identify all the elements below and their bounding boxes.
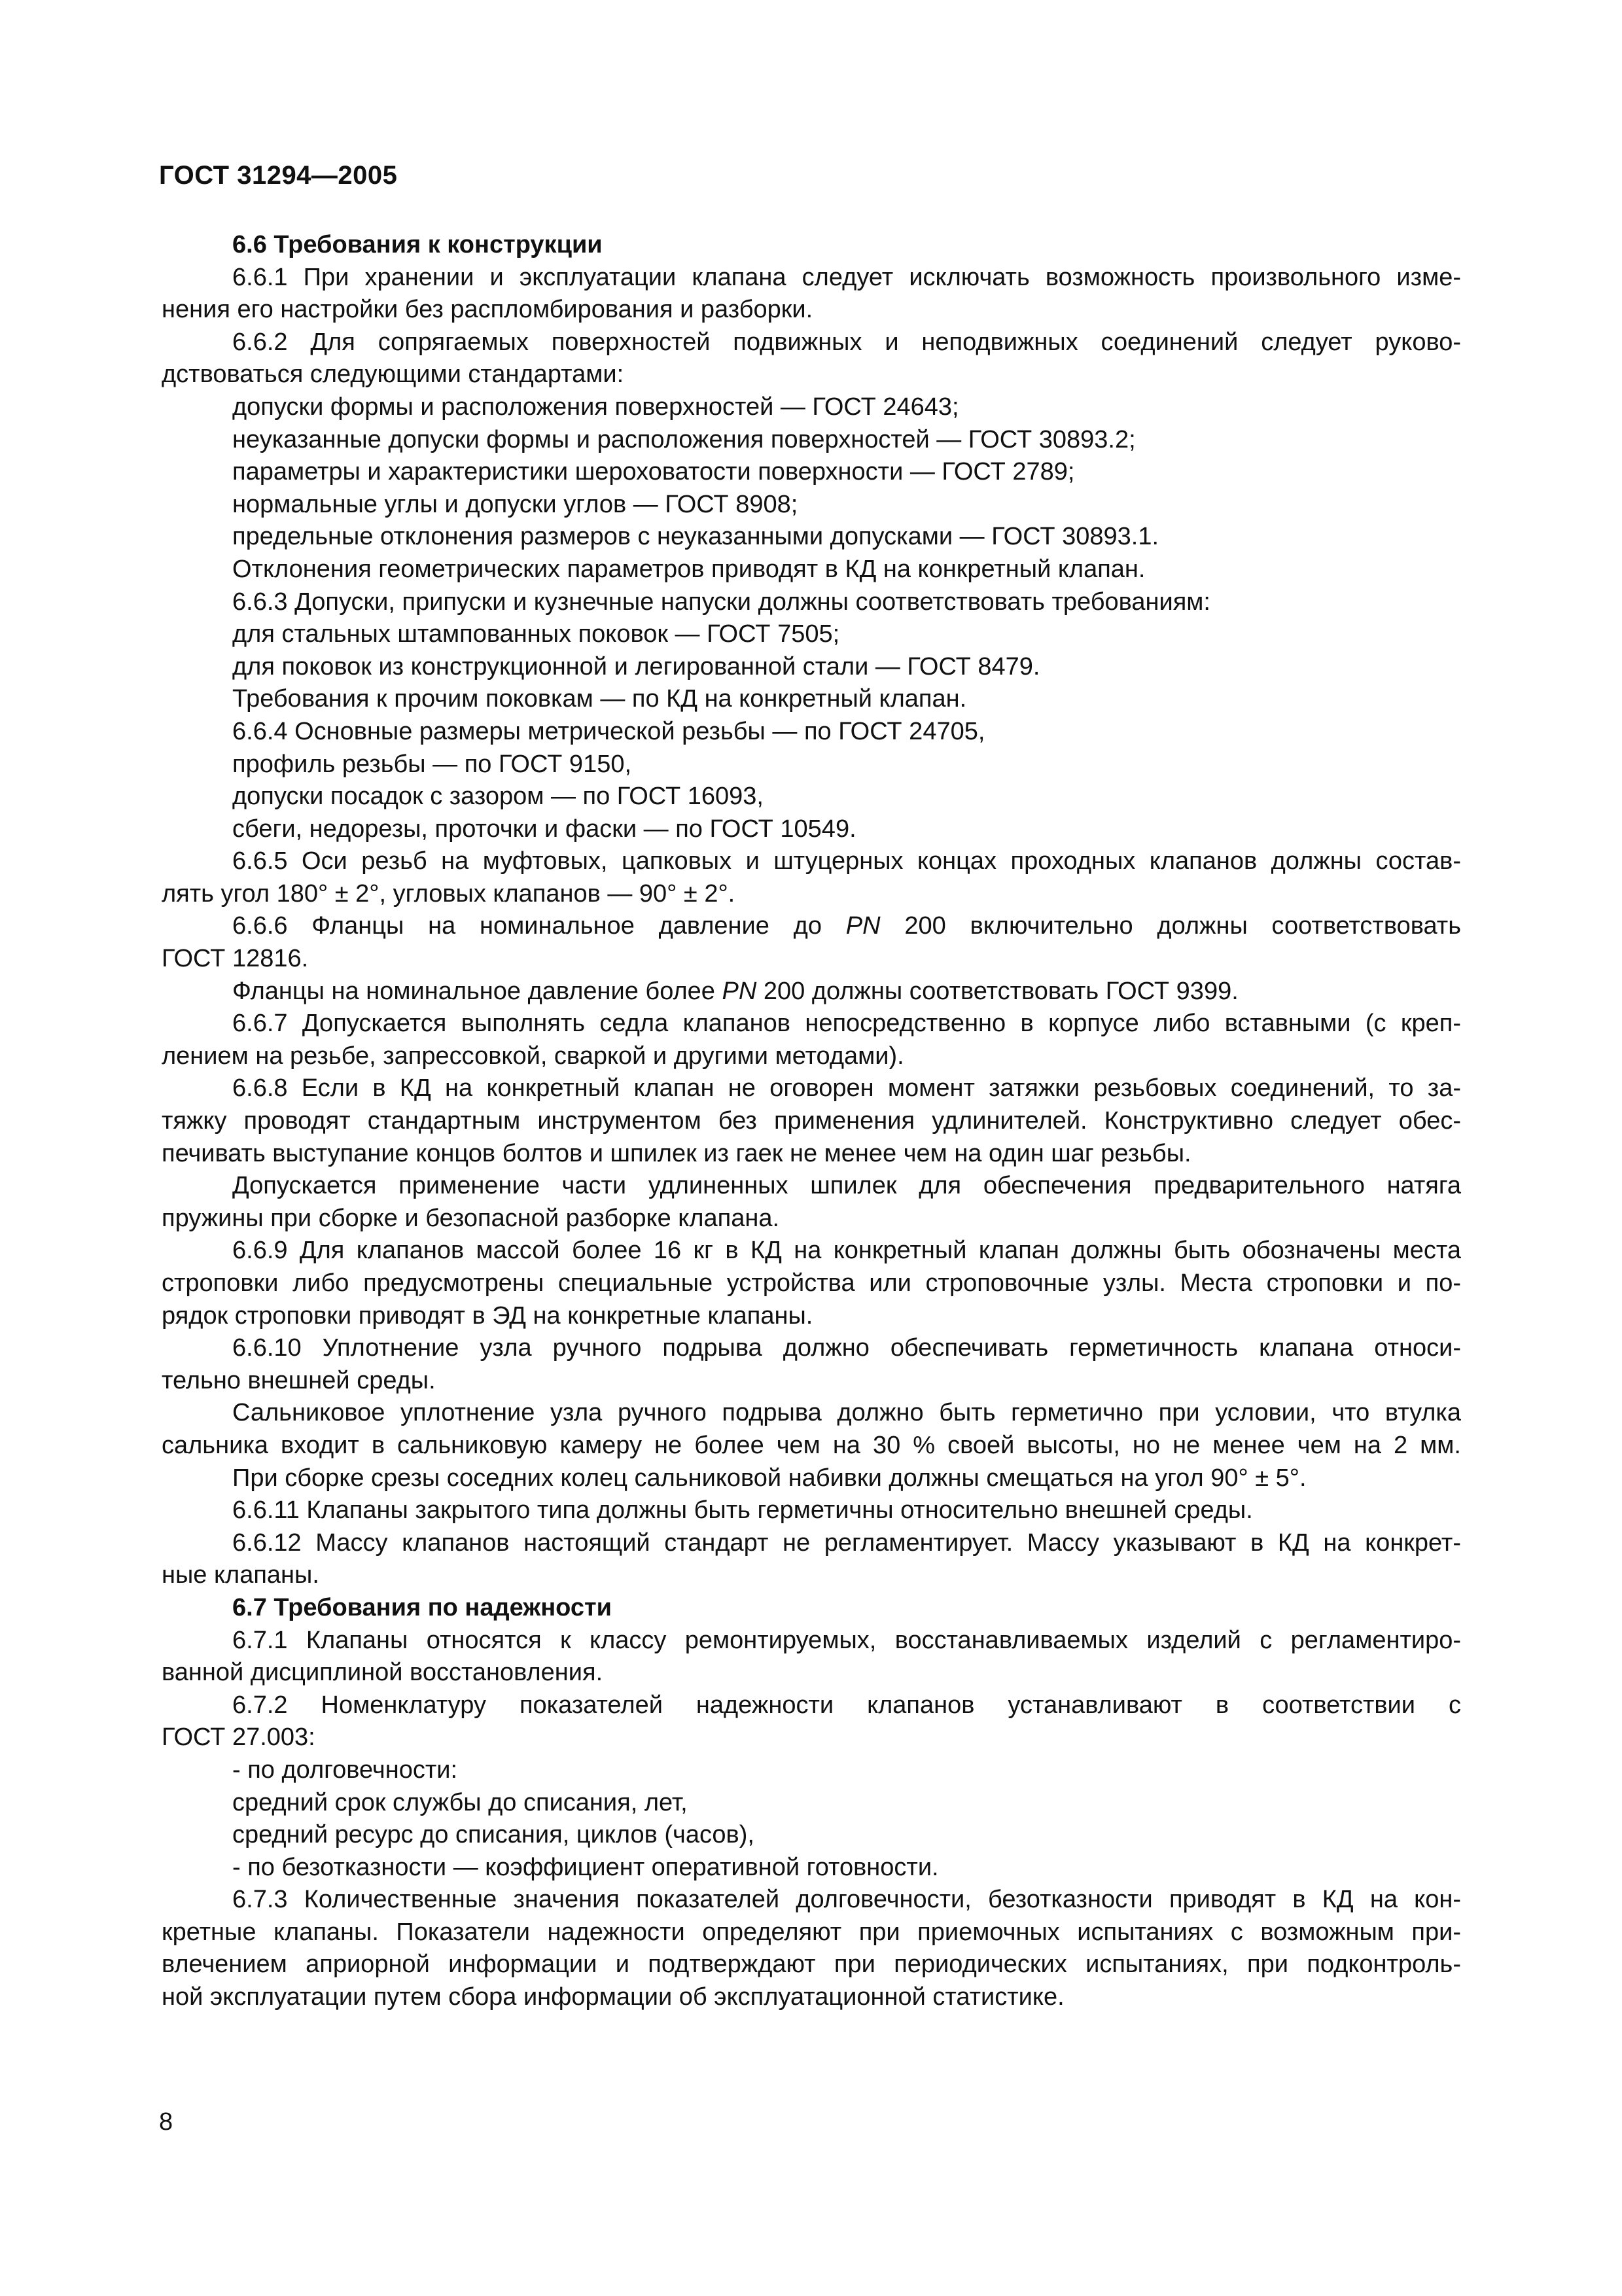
text-line: 6.6.3 Допуски, припуски и кузнечные напуски должны соответствовать требованиям: bbox=[232, 588, 1210, 616]
text-line: При сборке срезы соседних колец сальниковой набивки должны смещаться на угол 90° ± 5°. bbox=[232, 1464, 1307, 1492]
text-line: кретные клапаны. Показатели надежности определяют при приемочных испытаниях с возможным при- bbox=[162, 1918, 1461, 1946]
text-line: 6.6.7 Допускается выполнять седла клапанов непосредственно в корпусе либо вставными (с креп- bbox=[232, 1010, 1461, 1038]
text-line: 6.6.11 Клапаны закрытого типа должны быть герметичны относительно внешней среды. bbox=[232, 1496, 1253, 1525]
text-line: Требования к прочим поковкам — по КД на конкретный клапан. bbox=[232, 685, 967, 713]
text-line: допуски формы и расположения поверхностей — ГОСТ 24643; bbox=[232, 393, 959, 421]
text-line: 6.6.9 Для клапанов массой более 16 кг в КД на конкретный клапан должны быть обозначены места bbox=[232, 1237, 1461, 1265]
text-line: 6.6.5 Оси резьб на муфтовых, цапковых и штуцерных концах проходных клапанов должны состав- bbox=[232, 847, 1461, 875]
document-header: ГОСТ 31294—2005 bbox=[159, 161, 398, 190]
text-line: ванной дисциплиной восстановления. bbox=[162, 1659, 603, 1687]
text-line: нения его настройки без распломбирования и разборки. bbox=[162, 296, 813, 324]
italic-term: PN bbox=[722, 977, 757, 1005]
document-body bbox=[162, 229, 1461, 2014]
text-line: сбеги, недорезы, проточки и фаски — по ГОСТ 10549. bbox=[232, 815, 856, 843]
section-heading: 6.6 Требования к конструкции bbox=[232, 231, 603, 258]
text-segment: 200 включительно должны соответствовать bbox=[880, 912, 1461, 940]
text-line: нормальные углы и допуски углов — ГОСТ 8908; bbox=[232, 490, 798, 518]
text-line: Отклонения геометрических параметров приводят в КД на конкретный клапан. bbox=[232, 555, 1146, 583]
text-line: ной эксплуатации путем сбора информации об эксплуатационной статистике. bbox=[162, 1983, 1065, 2011]
text-line: дствоваться следующими стандартами: bbox=[162, 361, 624, 389]
text-line: параметры и характеристики шероховатости поверхности — ГОСТ 2789; bbox=[232, 458, 1075, 486]
text-line: 6.7.1 Клапаны относятся к классу ремонтируемых, восстанавливаемых изделий с регламентиро- bbox=[232, 1626, 1461, 1654]
text-line: профиль резьбы — по ГОСТ 9150, bbox=[232, 750, 632, 778]
text-line: предельные отклонения размеров с неуказанными допусками — ГОСТ 30893.1. bbox=[232, 523, 1159, 551]
text-line: тяжку проводят стандартным инструментом без применения удлинителей. Конструктивно следует обес- bbox=[162, 1107, 1461, 1135]
page-number: 8 bbox=[159, 2108, 173, 2136]
text-line: сальника входит в сальниковую камеру не более чем на 30 % своей высоты, но не менее чем на 2 мм. bbox=[162, 1431, 1461, 1459]
text-line: тельно внешней среды. bbox=[162, 1366, 436, 1394]
text-line: неуказанные допуски формы и расположения поверхностей — ГОСТ 30893.2; bbox=[232, 425, 1136, 453]
text-line: Сальниковое уплотнение узла ручного подрыва должно быть герметично при условии, что втулка bbox=[232, 1399, 1461, 1427]
text-line: ные клапаны. bbox=[162, 1561, 319, 1589]
text-line: 6.6.8 Если в КД на конкретный клапан не оговорен момент затяжки резьбовых соединений, то за- bbox=[232, 1074, 1461, 1103]
text-line: - по долговечности: bbox=[232, 1756, 458, 1784]
text-line: строповки либо предусмотрены специальные устройства или строповочные узлы. Места строповки и по- bbox=[162, 1269, 1461, 1297]
text-line: 6.6.4 Основные размеры метрической резьбы — по ГОСТ 24705, bbox=[232, 717, 985, 745]
text-line: 6.7.3 Количественные значения показателей долговечности, безотказности приводят в КД на кон- bbox=[232, 1886, 1461, 1914]
text-line: 6.7.2 Номенклатуру показателей надежности клапанов устанавливают в соответствии с bbox=[232, 1691, 1461, 1719]
section-heading: 6.7 Требования по надежности bbox=[232, 1593, 612, 1621]
text-line: средний ресурс до списания, циклов (часов), bbox=[232, 1821, 754, 1849]
text-segment: 200 должны соответствовать ГОСТ 9399. bbox=[756, 977, 1239, 1005]
text-line: 6.6.2 Для сопрягаемых поверхностей подвижных и неподвижных соединений следует руково- bbox=[232, 328, 1461, 356]
text-line: Допускается применение части удлиненных шпилек для обеспечения предварительного натяга bbox=[232, 1172, 1461, 1200]
text-segment: Фланцы на номинальное давление более bbox=[232, 977, 722, 1005]
text-line: лять угол 180° ± 2°, угловых клапанов — 90° ± 2°. bbox=[162, 879, 735, 908]
text-line: лением на резьбе, запрессовкой, сваркой и другими методами). bbox=[162, 1042, 904, 1070]
text-line: печивать выступание концов болтов и шпилек из гаек не менее чем на один шаг резьбы. bbox=[162, 1139, 1191, 1167]
text-line: пружины при сборке и безопасной разборке клапана. bbox=[162, 1204, 780, 1232]
text-line: 6.6.10 Уплотнение узла ручного подрыва должно обеспечивать герметичность клапана относи- bbox=[232, 1334, 1461, 1362]
text-line: влечением априорной информации и подтверждают при периодических испытаниях, при подконтроль- bbox=[162, 1951, 1461, 1979]
text-segment: 6.6.6 Фланцы на номинальное давление до bbox=[232, 912, 846, 940]
text-line: - по безотказности — коэффициент оперативной готовности. bbox=[232, 1853, 939, 1881]
text-line: 6.6.1 При хранении и эксплуатации клапана следует исключать возможность произвольного изме- bbox=[232, 263, 1461, 291]
italic-term: PN bbox=[845, 912, 881, 940]
text-line: средний срок службы до списания, лет, bbox=[232, 1788, 688, 1816]
text-line: для стальных штампованных поковок — ГОСТ 7505; bbox=[232, 620, 840, 648]
text-line bbox=[162, 910, 1461, 943]
text-line: ГОСТ 12816. bbox=[162, 945, 309, 973]
text-line: рядок строповки приводят в ЭД на конкретные клапаны. bbox=[162, 1301, 813, 1330]
text-line: допуски посадок с зазором — по ГОСТ 16093, bbox=[232, 783, 764, 811]
text-line: для поковок из конструкционной и легированной стали — ГОСТ 8479. bbox=[232, 652, 1040, 680]
text-line bbox=[162, 976, 1461, 1008]
text-line: 6.6.12 Массу клапанов настоящий стандарт не регламентирует. Массу указывают в КД на конкрет- bbox=[232, 1528, 1461, 1557]
text-line: ГОСТ 27.003: bbox=[162, 1723, 315, 1752]
